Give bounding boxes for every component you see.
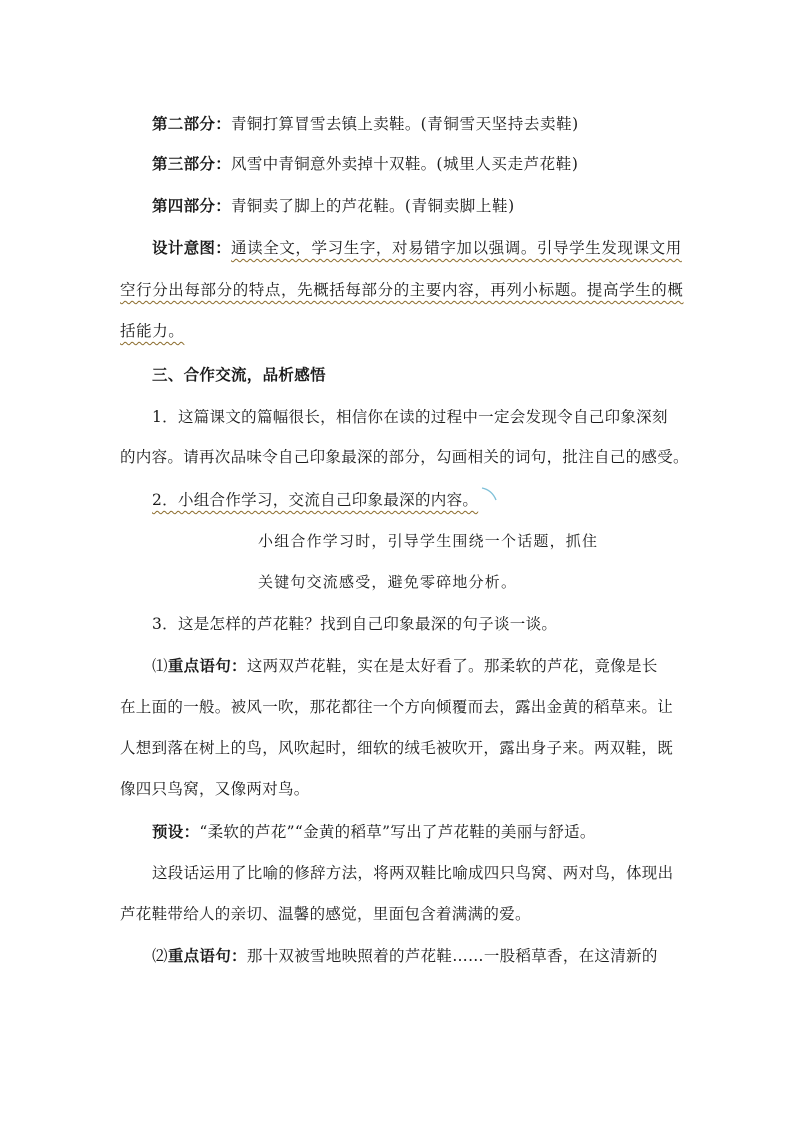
item-2-line	[152, 489, 680, 511]
design-intent-line-2	[120, 279, 684, 301]
key-sentence-1-line-4: 像四只鸟窝，又像两对鸟。	[120, 780, 310, 798]
side-note-line-1: 小组合作学习时，引导学生围绕一个话题，抓住	[258, 532, 599, 550]
side-note-line-2: 关键句交流感受，避免零碎地分析。	[258, 573, 518, 591]
design-intent-line-3	[120, 320, 680, 342]
analysis-line-2: 芦花鞋带给人的亲切、温馨的感觉，里面包含着满满的爱。	[120, 905, 531, 923]
part-three-label: 第三部分：	[152, 155, 232, 173]
key-sentence-2-line-1	[152, 945, 680, 967]
part-three-line	[152, 153, 680, 175]
key-sentence-2-label: 重点语句：	[167, 947, 247, 965]
part-three-note: (城里人买走芦花鞋)	[436, 155, 579, 173]
part-two-label: 第二部分：	[152, 115, 232, 133]
key-sentence-2-first: 那十双被雪地映照着的芦花鞋……一股稻草香，在这清新的	[246, 947, 658, 965]
item-3-line: 3．这是怎样的芦花鞋？找到自己印象最深的句子谈一谈。	[152, 615, 558, 633]
annotation-mark-icon	[480, 484, 500, 504]
item-2-text: 2．小组合作学习，交流自己印象最深的内容。	[152, 491, 479, 509]
part-four-text: 青铜卖了脚上的芦花鞋。	[231, 197, 405, 215]
preset-text: “柔软的芦花”“金黄的稻草”写出了芦花鞋的美丽与舒适。	[199, 823, 596, 841]
key-sentence-1-label: 重点语句：	[167, 657, 247, 675]
key-sentence-1-line-1	[152, 655, 680, 677]
part-two-note: (青铜雪天坚持去卖鞋)	[420, 115, 579, 133]
part-four-note: (青铜卖脚上鞋)	[404, 197, 515, 215]
key-sentence-1-line-3: 人想到落在树上的鸟，风吹起时，细软的绒毛被吹开，露出身子来。两双鞋，既	[120, 739, 674, 757]
section-title: 三、合作交流，品析感悟	[152, 366, 326, 384]
design-intent-label: 设计意图：	[152, 239, 232, 257]
part-three-text: 风雪中青铜意外卖掉十双鞋。	[231, 155, 437, 173]
key-sentence-2-number: ⑵	[152, 947, 168, 965]
item-1-line-2: 的内容。请再次品味令自己印象最深的部分，勾画相关的词句，批注自己的感受。	[120, 448, 689, 466]
part-four-line	[152, 195, 680, 217]
key-sentence-1-number: ⑴	[152, 657, 168, 675]
design-intent-text-3: 括能力。	[120, 322, 185, 340]
design-intent-line-1	[152, 237, 680, 259]
preset-label: 预设：	[152, 823, 200, 841]
key-sentence-1-line-2: 在上面的一般。被风一吹，那花都往一个方向倾覆而去，露出金黄的稻草来。让	[120, 698, 674, 716]
part-two-line	[152, 113, 680, 135]
preset-line	[152, 821, 680, 843]
part-two-text: 青铜打算冒雪去镇上卖鞋。	[231, 115, 421, 133]
design-intent-text-1: 通读全文，学习生字，对易错字加以强调。引导学生发现课文用	[231, 239, 682, 257]
design-intent-text-2: 空行分出每部分的特点，先概括每部分的主要内容，再列小标题。提高学生的概	[120, 281, 684, 299]
key-sentence-1-first: 这两双芦花鞋，实在是太好看了。那柔软的芦花，竟像是长	[246, 657, 658, 675]
item-1-line-1: 1．这篇课文的篇幅很长，相信你在读的过程中一定会发现令自己印象深刻	[152, 408, 668, 426]
part-four-label: 第四部分：	[152, 197, 232, 215]
analysis-line-1: 这段话运用了比喻的修辞方法，将两双鞋比喻成四只鸟窝、两对鸟，体现出	[152, 864, 674, 882]
